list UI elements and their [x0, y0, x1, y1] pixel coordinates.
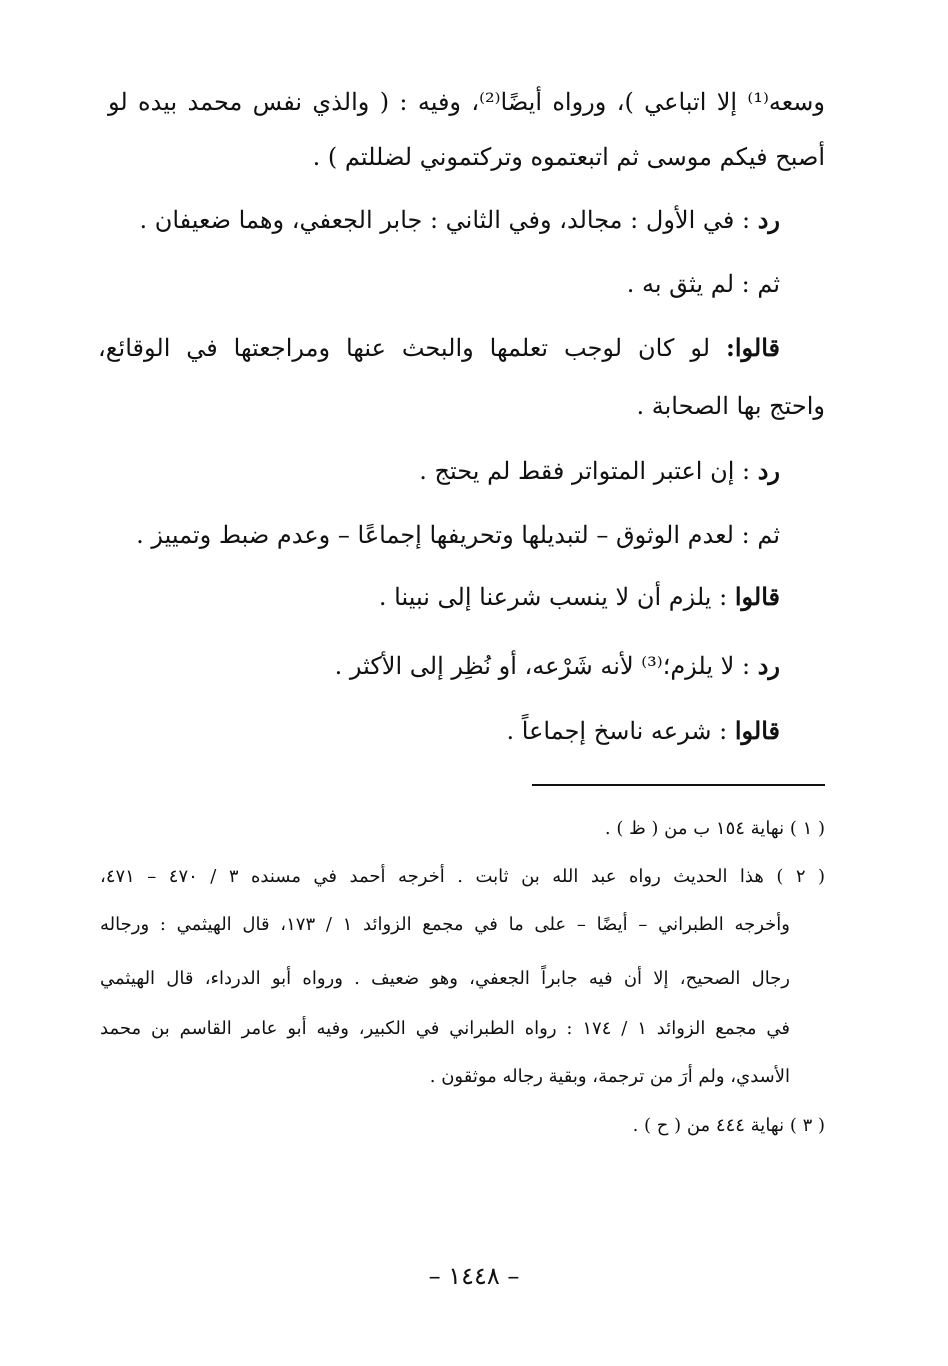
- reply-text: : لا يلزم؛⁽³⁾ لأنه شَرْعه، أو نُظِر إلى الأكثر .: [334, 652, 758, 680]
- reply-line: [250, 650, 780, 682]
- body-line: وسعه⁽¹⁾ إلا اتباعي )، ورواه أيضًا⁽²⁾، وفيه : ( والذي نفس محمد بيده لو: [108, 88, 825, 116]
- reply-keyword: رد: [757, 205, 780, 234]
- objection-line: [250, 581, 780, 613]
- page-number: – ١٤٤٨ –: [428, 1262, 520, 1290]
- body-line: ثم : لعدم الوثوق – لتبديلها وتحريفها إجماعًا – وعدم ضبط وتمييز .: [136, 521, 780, 549]
- body-line: أصبح فيكم موسى ثم اتبعتموه وتركتموني لضللتم ) .: [312, 143, 825, 171]
- footnote-continuation: رجال الصحيح، إلا أن فيه جابراً الجعفي، وهو ضعيف . ورواه أبو الدرداء، قال الهيثمي: [100, 968, 790, 989]
- objection-keyword: قالوا:: [725, 333, 780, 362]
- reply-keyword: رد: [757, 651, 780, 680]
- objection-line: [98, 332, 780, 364]
- body-line: ثم : لم يثق به .: [626, 270, 780, 298]
- footnote: ( ٢ ) هذا الحديث رواه عبد الله بن ثابت . أخرجه أحمد في مسنده ٣ / ٤٧٠ – ٤٧١،: [100, 866, 826, 887]
- footnote-separator: [532, 784, 825, 786]
- reply-line: [300, 455, 780, 487]
- reply-text: : في الأول : مجالد، وفي الثاني : جابر الجعفي، وهما ضعيفان .: [139, 206, 758, 234]
- objection-text: : يلزم أن لا ينسب شرعنا إلى نبينا .: [378, 583, 735, 611]
- objection-keyword: قالوا: [734, 582, 780, 611]
- reply-text: : إن اعتبر المتواتر فقط لم يحتج .: [419, 457, 758, 485]
- objection-keyword: قالوا: [734, 716, 780, 745]
- reply-line: [120, 204, 780, 236]
- footnote-continuation: وأخرجه الطبراني – أيضًا – على ما في مجمع الزوائد ١ / ١٧٣، قال الهيثمي : ورجاله: [100, 914, 790, 935]
- footnote: ( ٣ ) نهاية ٤٤٤ من ( ح ) .: [632, 1115, 825, 1136]
- objection-line: [380, 715, 780, 747]
- footnote-continuation: في مجمع الزوائد ١ / ١٧٤ : رواه الطبراني في الكبير، وفيه أبو عامر القاسم بن محمد: [100, 1018, 790, 1039]
- objection-text: : شرعه ناسخ إجماعاً .: [506, 717, 735, 745]
- footnote: ( ١ ) نهاية ١٥٤ ب من ( ظ ) .: [604, 818, 825, 839]
- body-line: واحتج بها الصحابة .: [636, 392, 825, 420]
- objection-text: لو كان لوجب تعلمها والبحث عنها ومراجعتها في الوقائع،: [98, 334, 726, 362]
- footnote-continuation: الأسدي، ولم أرَ من ترجمة، وبقية رجاله موثقون .: [429, 1066, 790, 1087]
- reply-keyword: رد: [757, 456, 780, 485]
